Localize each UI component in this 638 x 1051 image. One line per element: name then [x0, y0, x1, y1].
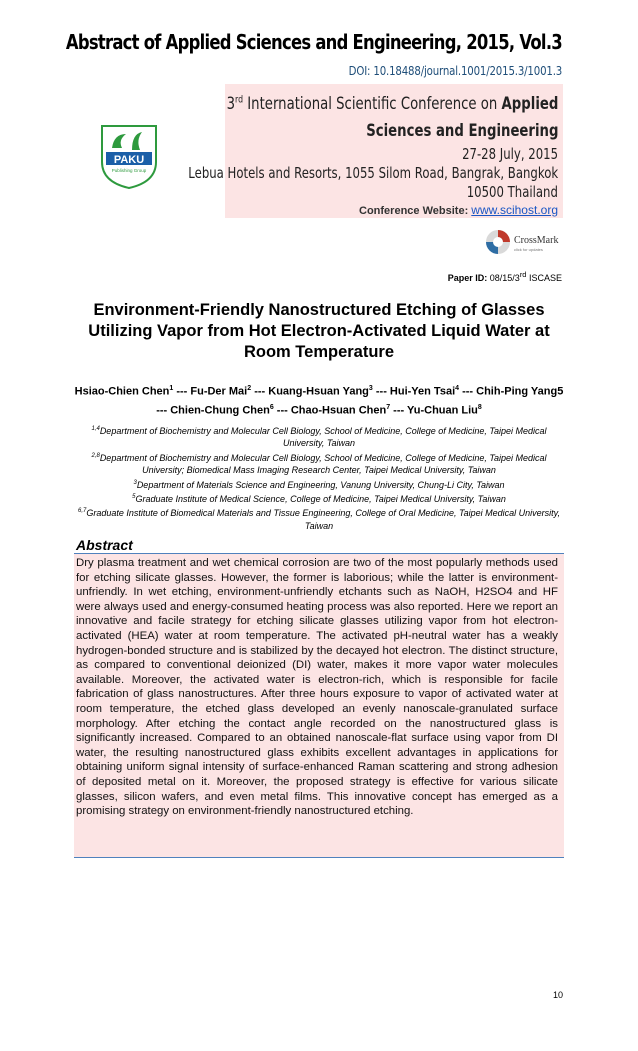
author-name: Hui-Yen Tsai — [389, 385, 456, 398]
author-separator: --- — [390, 404, 408, 417]
affiliation-mark: 2,8 — [91, 452, 100, 459]
author-separator: --- — [173, 385, 191, 398]
doi[interactable]: DOI: 10.18488/journal.1001/2015.3/1001.3 — [348, 64, 562, 78]
affiliation — [72, 505, 566, 532]
conference-website-link[interactable]: www.scihost.org — [471, 203, 558, 217]
author-name: Hsiao-Chien Chen — [74, 385, 170, 398]
affiliation — [72, 477, 566, 491]
author-affiliation-mark: 3 — [368, 385, 373, 392]
affiliation-text: Department of Biochemistry and Molecular Cell Biology, School of Medicine, College of Medicine, Taipei Medical University, Taiwan — [99, 426, 547, 449]
abstract-heading: Abstract — [76, 537, 133, 553]
abstract-text: Dry plasma treatment and wet chemical corrosion are two of the most popularly methods used for etching silicate glasses. However, the former is laborious; while the latter is environment-unfriendly. In wet etching, environment-unfriendly etchants such as NaOH, H2SO4 and HF were always used and energy-consumed heating process was also reported. Here we report an innovative and facile strategy for etching silicate glasses utilizing vapor from hot electron-activated (HEA) water at room temperature. The activated pH-neutral water has a weakly hydrogen-bonded structure and is stabilized by the decayed hot electron. The distinct structure, as compared to conventional deionized (DI) water, makes it more vapor water molecules available. Moreover, the activated water is electron-rich, which is responsible for facile fabrication of glass nanostructures. After three hours exposure to vapor of activated water at room temperature, the etched glass developed an evenly nanoscale-granulated surface morphology. After etching the contact angle recorded on the nanostructured glass is significantly increased. Compared to an obtained nanoscale-flat surface using vapor from DI water, the resulting nanostructured glass exhibits excellent advantages in applications for obtaining uniform signal intensity of surface-enhanced Raman scattering and strong adhesion of deposited metal on it. Moreover, the proposed strategy is effective for various silicate glasses, silicon wafers, and even metal films. This innovative concept has emerged as a promising strategy on environment-friendly nanostructured etching. — [76, 557, 558, 818]
crossmark-sublabel: click for updates — [514, 247, 543, 252]
author-affiliation-mark: 4 — [455, 385, 460, 392]
author-affiliation-mark: 6 — [269, 403, 274, 411]
affiliation — [72, 491, 566, 505]
author-separator: --- — [273, 404, 291, 417]
affiliation-text: Graduate Institute of Biomedical Materials and Tissue Engineering, College of Oral Medicine, Taipei Medical University, Taiwan — [86, 508, 560, 531]
journal-title: Abstract of Applied Sciences and Engineering, 2015, Vol.3 — [65, 30, 562, 54]
crossmark-label: CrossMark — [514, 235, 559, 246]
conference-website: Conference Website: www.scihost.org — [359, 203, 558, 217]
paku-publishing-logo — [96, 120, 162, 190]
conference-venue: Lebua Hotels and Resorts, 1055 Silom Road, Bangrak, Bangkok — [188, 164, 558, 182]
paper-title: Environment-Friendly Nanostructured Etching of Glasses Utilizing Vapor from Hot Electron-Activated Liquid Water at Room Temperature — [88, 301, 550, 361]
affiliation-mark: 3 — [133, 479, 137, 486]
author-name: Kuang-Hsuan Yang — [268, 385, 369, 398]
affiliation-mark: 6,7 — [78, 508, 87, 515]
author-name: Fu-Der Mai — [190, 385, 248, 398]
affiliation-text: Graduate Institute of Medical Science, College of Medicine, Taipei Medical University, Taiwan — [135, 494, 506, 505]
conference-postal: 10500 Thailand — [466, 183, 558, 201]
author-separator: --- — [156, 404, 171, 417]
page-number: 10 — [553, 990, 564, 1000]
author-name: Chih-Ping Yang5 — [476, 385, 564, 398]
author-affiliation-mark: 1 — [169, 385, 174, 392]
author-affiliation-mark: 8 — [477, 403, 482, 411]
author-separator: --- — [251, 385, 269, 398]
affiliation-mark: 5 — [132, 494, 136, 501]
affiliation-text: Department of Biochemistry and Molecular Cell Biology, School of Medicine, College of Medicine, Taipei Medical University; Biomedical Mass Imaging Research Center, Taipei Medical University, Taiwan — [99, 452, 547, 476]
paper-id: Paper ID: 08/15/3rd ISCASE — [447, 270, 562, 283]
conference-line-1: 3rd International Scientific Conference on Applied — [226, 94, 558, 114]
author-separator: --- — [459, 385, 477, 398]
affiliation-list — [72, 423, 566, 532]
affiliation-text: Department of Materials Science and Engineering, Vanung University, Chung-Li City, Taiwan — [136, 479, 505, 490]
conference-dates: 27-28 July, 2015 — [462, 145, 558, 163]
logo-name: PAKU — [113, 154, 145, 166]
author-name: Chien-Chung Chen — [170, 404, 270, 417]
affiliation — [72, 423, 566, 450]
conference-line-2: Sciences and Engineering — [365, 121, 558, 141]
author-affiliation-mark: 7 — [386, 403, 391, 411]
author-name: Chao-Hsuan Chen — [290, 404, 387, 417]
author-affiliation-mark: 2 — [247, 385, 252, 392]
affiliation — [72, 450, 566, 477]
logo-subtitle: Publishing Group — [111, 168, 147, 173]
affiliation-mark: 1,4 — [91, 426, 100, 432]
author-name: Yu-Chuan Liu — [407, 404, 478, 417]
author-list — [74, 381, 564, 418]
crossmark-logo[interactable] — [484, 228, 566, 258]
author-separator: --- — [372, 385, 390, 398]
